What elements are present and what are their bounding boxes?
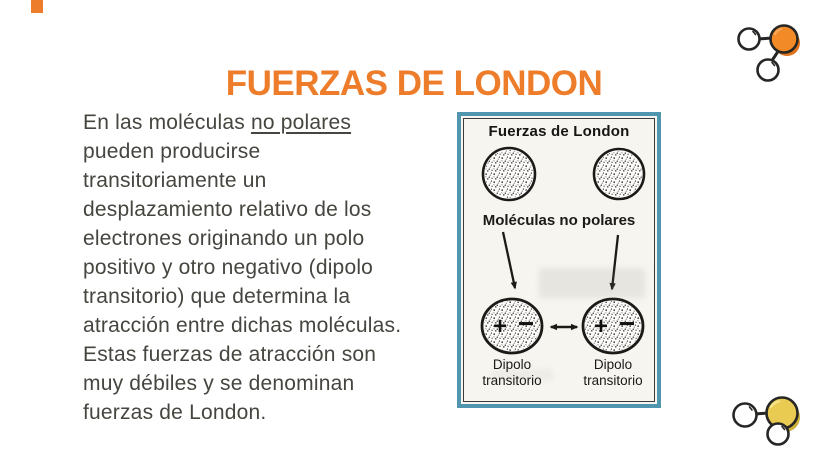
text-line: pueden producirse [83, 140, 261, 163]
text-line: desplazamiento relativo de los [83, 198, 372, 221]
body-paragraph [83, 108, 423, 427]
atom-orange [771, 26, 798, 53]
text-line: transitoriamente un [83, 169, 267, 192]
accent-bar [31, 0, 43, 13]
minus-sign-left: − [517, 308, 535, 339]
diagram-molecules-label: Moléculas no polares [482, 212, 636, 229]
text-line: electrones originando un polo [83, 227, 365, 250]
dipole-label-line: transitorio [482, 373, 542, 388]
stipple-texture [485, 150, 533, 198]
text-line: positivo y otro negativo (dipolo [83, 256, 374, 279]
molecule-icon [722, 390, 818, 464]
page-title: FUERZAS DE LONDON [225, 64, 603, 104]
dipole-label-line: transitorio [583, 373, 643, 388]
underlined-phrase: no polares [250, 111, 352, 134]
text-line: fuerzas de London. [83, 401, 267, 424]
dipole-label-right [568, 357, 658, 389]
stipple-texture [596, 151, 642, 197]
text-line [83, 108, 423, 137]
atom-white [739, 29, 760, 50]
atom-white [758, 60, 779, 81]
dipole-label-left [467, 357, 557, 389]
london-forces-diagram [457, 112, 661, 408]
plus-sign-right: + [593, 313, 609, 340]
atom-white [768, 424, 789, 445]
dipole-label-line: Dipolo [593, 357, 633, 372]
text-line: muy débiles y se denominan [83, 372, 355, 395]
text-line: atracción entre dichas moléculas. [83, 314, 402, 337]
molecule-icon [724, 10, 816, 92]
down-arrow-left [503, 232, 515, 288]
plus-sign-left: + [492, 313, 508, 340]
text-line: Estas fuerzas de atracción son [83, 343, 377, 366]
diagram-title: Fuerzas de London [488, 123, 630, 140]
text-line: transitorio) que determina la [83, 285, 351, 308]
atom-white [734, 404, 757, 427]
dipole-label-line: Dipolo [492, 357, 532, 372]
scan-artifact [539, 268, 645, 298]
minus-sign-right: − [618, 308, 636, 339]
text-line-1-prefix: En las moléculas [83, 111, 251, 134]
